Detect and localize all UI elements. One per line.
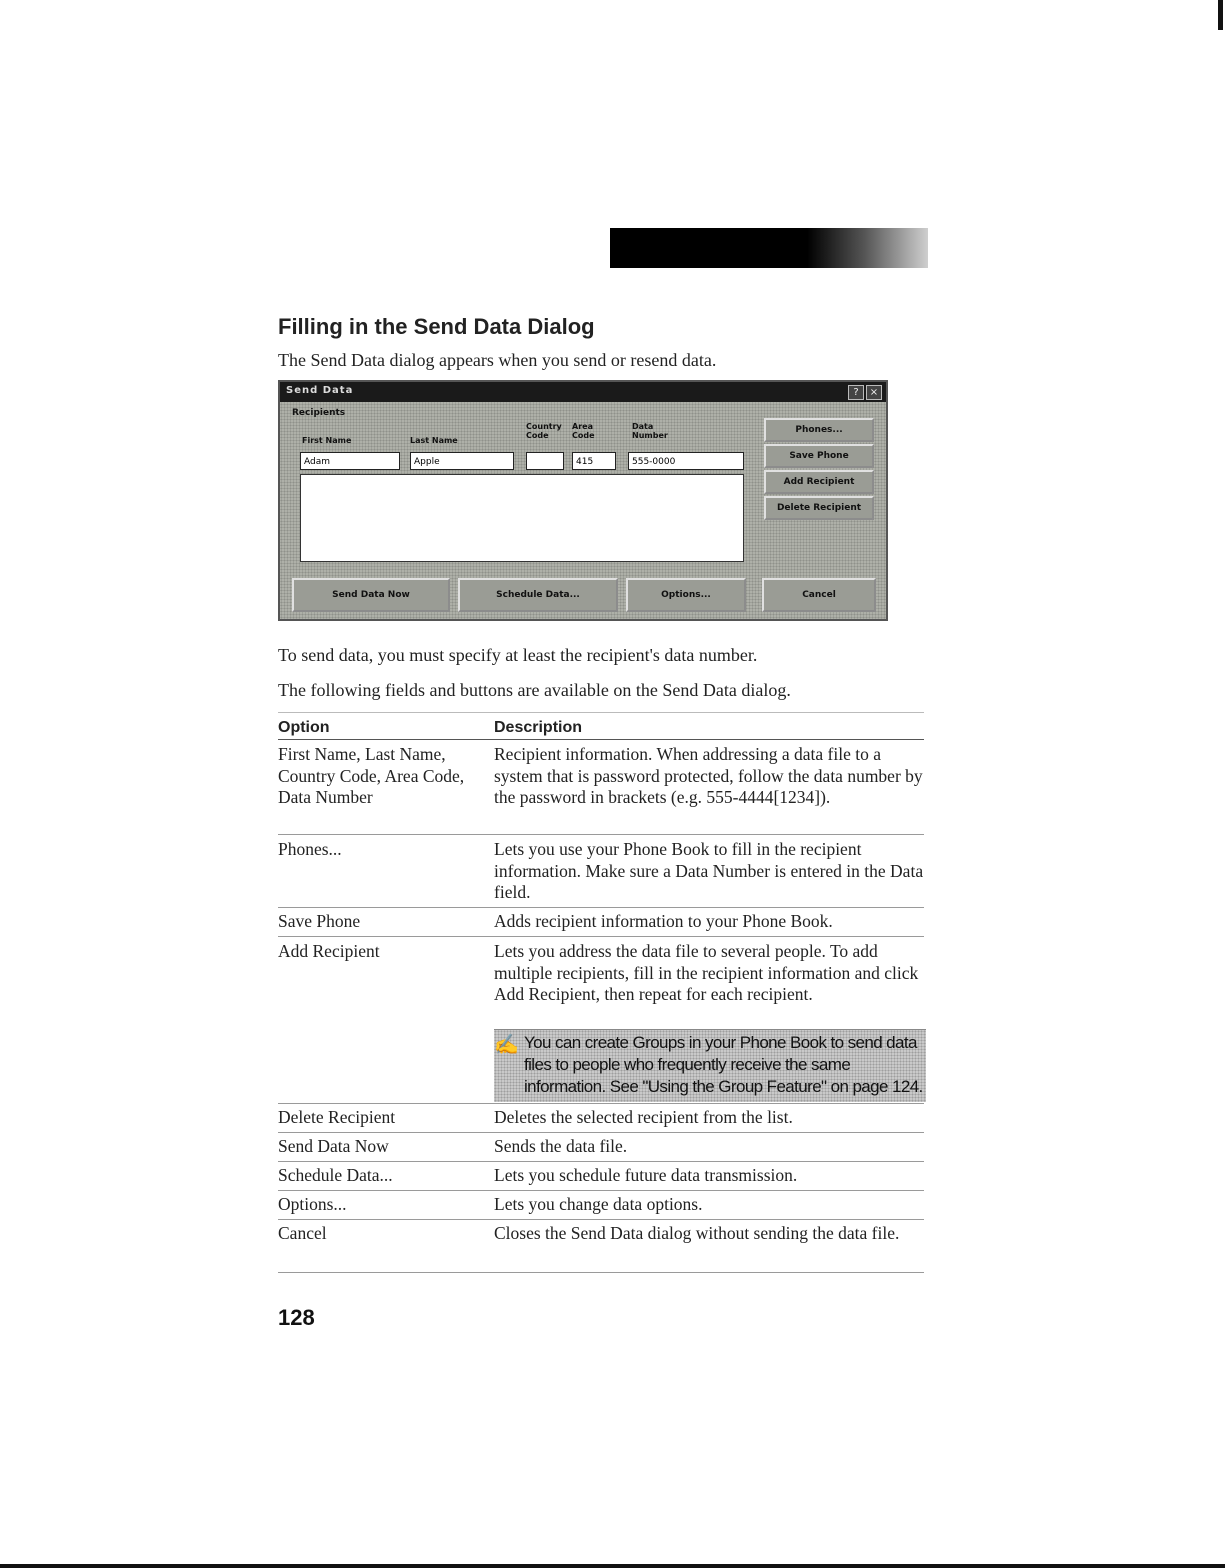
table-row — [278, 1133, 924, 1162]
save-phone-button[interactable]: Save Phone — [764, 444, 874, 468]
description-cell: Recipient information. When addressing a data file to a system that is password protected, follow the data number by the password in brackets (e.g. 555-4444[1234]). — [494, 744, 923, 807]
description-cell: Deletes the selected recipient from the list. — [494, 1107, 793, 1127]
send-data-dialog-screenshot — [278, 380, 888, 621]
option-cell: Cancel — [278, 1223, 327, 1243]
add-recipient-button[interactable]: Add Recipient — [764, 470, 874, 494]
option-column-header: Option — [278, 719, 330, 736]
dialog-title: Send Data — [286, 385, 354, 396]
description-cell: Lets you use your Phone Book to fill in the recipient information. Make sure a Data Number is entered in the Data field. — [494, 839, 924, 902]
area-code-label: Area Code — [572, 422, 595, 440]
requirement-paragraph: To send data, you must specify at least the recipient's data number. — [278, 645, 758, 665]
note-box — [494, 1029, 926, 1102]
description-column-header: Description — [494, 719, 583, 736]
help-icon[interactable]: ? — [848, 385, 864, 400]
option-cell: Phones... — [278, 839, 342, 859]
chapter-header-band — [610, 228, 928, 268]
option-cell: Delete Recipient — [278, 1107, 396, 1127]
description-cell: Closes the Send Data dialog without sending the data file. — [494, 1223, 900, 1243]
option-cell: Save Phone — [278, 911, 361, 931]
page-bottom-rule — [0, 1564, 1225, 1568]
country-code-label: Country Code — [526, 422, 562, 440]
table-row — [278, 740, 924, 835]
area-code-field[interactable]: 415 — [572, 452, 616, 470]
phones-button[interactable]: Phones... — [764, 418, 874, 442]
description-cell: Lets you change data options. — [494, 1194, 703, 1214]
options-button[interactable]: Options... — [626, 578, 746, 612]
table-row — [278, 908, 924, 937]
table-row — [278, 1191, 924, 1220]
description-cell: Lets you address the data file to several people. To add multiple recipients, fill in the recipient information and click Add Recipient, then repeat for each recipient. — [494, 941, 919, 1004]
table-row — [278, 937, 924, 1104]
recipients-group-label: Recipients — [292, 408, 346, 418]
close-icon[interactable]: × — [866, 385, 882, 400]
note-text: You can create Groups in your Phone Book to send data files to people who frequently receive the same information. See "Using the Group Feature" on page 124. — [524, 1033, 923, 1096]
table-intro-paragraph: The following fields and buttons are available on the Send Data dialog. — [278, 680, 791, 700]
cancel-button[interactable]: Cancel — [762, 578, 876, 612]
table-row — [278, 1104, 924, 1133]
last-name-field[interactable]: Apple — [410, 452, 514, 470]
description-cell: Lets you schedule future data transmission. — [494, 1165, 798, 1185]
send-data-now-button[interactable]: Send Data Now — [292, 578, 450, 612]
option-cell: Options... — [278, 1194, 347, 1214]
description-cell: Adds recipient information to your Phone Book. — [494, 911, 833, 931]
dialog-titlebar — [280, 382, 886, 402]
note-pencil-icon: ✍ — [494, 1034, 519, 1056]
table-row — [278, 1220, 924, 1273]
data-number-label: Data Number — [632, 422, 668, 440]
schedule-data-button[interactable]: Schedule Data... — [458, 578, 618, 612]
first-name-field[interactable]: Adam — [300, 452, 400, 470]
country-code-field[interactable] — [526, 452, 564, 470]
option-cell: Send Data Now — [278, 1136, 389, 1156]
intro-paragraph: The Send Data dialog appears when you send or resend data. — [278, 350, 717, 370]
option-cell: Add Recipient — [278, 941, 380, 961]
description-cell: Sends the data file. — [494, 1136, 628, 1156]
table-header-row — [278, 712, 924, 740]
recipient-list[interactable] — [300, 474, 744, 562]
page-edge-mark — [1218, 0, 1223, 30]
delete-recipient-button[interactable]: Delete Recipient — [764, 496, 874, 520]
table-row — [278, 1162, 924, 1191]
table-row — [278, 835, 924, 908]
first-name-label: First Name — [302, 436, 352, 445]
data-number-field[interactable]: 555-0000 — [628, 452, 744, 470]
option-cell: Schedule Data... — [278, 1165, 393, 1185]
page-number: 128 — [278, 1305, 315, 1330]
last-name-label: Last Name — [410, 436, 458, 445]
options-table — [278, 712, 924, 1273]
option-cell: First Name, Last Name, Country Code, Area Code, Data Number — [278, 744, 465, 807]
section-heading: Filling in the Send Data Dialog — [278, 314, 595, 339]
